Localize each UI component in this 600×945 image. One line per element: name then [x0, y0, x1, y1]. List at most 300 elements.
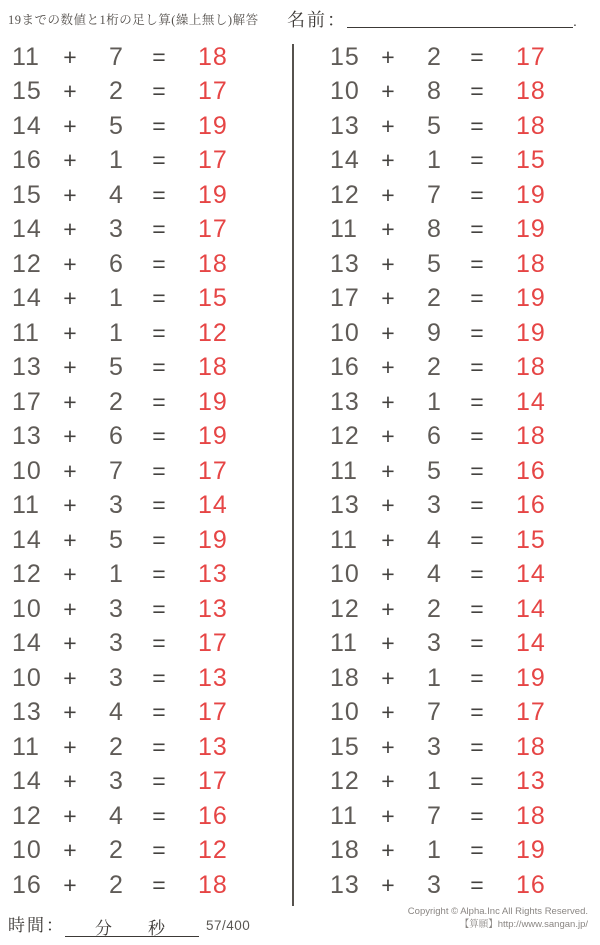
operand-b: 8 [427, 77, 441, 106]
operand-b: 8 [427, 215, 441, 244]
operand-b: 3 [427, 629, 441, 658]
problem-row [12, 385, 264, 420]
answer-value: 17 [516, 698, 546, 727]
problem-row [330, 213, 582, 248]
operand-b: 3 [109, 663, 123, 692]
answer-value: 19 [198, 387, 228, 416]
name-label: 名前： [287, 10, 347, 30]
problem-row [12, 420, 264, 455]
operand-a: 12 [330, 180, 360, 209]
operand-b: 3 [109, 767, 123, 796]
operand-a: 15 [330, 42, 360, 71]
operand-a: 13 [330, 111, 360, 140]
operand-b: 4 [427, 560, 441, 589]
problem-row [330, 765, 582, 800]
answer-value: 19 [198, 111, 228, 140]
problem-row [12, 765, 264, 800]
equals-sign: = [470, 733, 484, 760]
operand-b: 5 [109, 525, 123, 554]
plus-operator: + [63, 837, 77, 864]
problem-row [12, 489, 264, 524]
problem-row [330, 627, 582, 662]
time-row [8, 911, 199, 937]
problem-row [330, 489, 582, 524]
answer-value: 17 [198, 146, 228, 175]
operand-b: 5 [427, 249, 441, 278]
answer-value: 18 [516, 732, 546, 761]
problem-column-right [330, 40, 582, 903]
operand-b: 2 [109, 387, 123, 416]
problem-row [12, 109, 264, 144]
answer-value: 16 [516, 456, 546, 485]
plus-operator: + [381, 871, 395, 898]
problem-row [330, 730, 582, 765]
operand-a: 16 [330, 353, 360, 382]
operand-b: 6 [427, 422, 441, 451]
operand-a: 11 [330, 215, 358, 244]
equals-sign: = [470, 78, 484, 105]
answer-value: 18 [516, 111, 546, 140]
problem-row [12, 247, 264, 282]
worksheet-header [0, 0, 600, 40]
operand-a: 15 [12, 77, 42, 106]
plus-operator: + [381, 181, 395, 208]
answer-value: 15 [516, 525, 546, 554]
operand-a: 13 [330, 249, 360, 278]
equals-sign: = [152, 664, 166, 691]
operand-b: 1 [109, 284, 123, 313]
plus-operator: + [63, 43, 77, 70]
answer-value: 18 [516, 77, 546, 106]
equals-sign: = [470, 492, 484, 519]
operand-a: 11 [330, 801, 358, 830]
plus-operator: + [381, 354, 395, 381]
answer-value: 19 [516, 284, 546, 313]
operand-b: 1 [427, 767, 441, 796]
problem-row [12, 661, 264, 696]
problem-row [330, 592, 582, 627]
answer-value: 15 [516, 146, 546, 175]
plus-operator: + [63, 802, 77, 829]
operand-a: 12 [12, 249, 42, 278]
operand-b: 2 [427, 594, 441, 623]
operand-b: 5 [427, 456, 441, 485]
plus-operator: + [381, 78, 395, 105]
name-block [287, 6, 577, 32]
operand-a: 18 [330, 836, 360, 865]
equals-sign: = [470, 768, 484, 795]
equals-sign: = [152, 492, 166, 519]
problem-row [12, 868, 264, 903]
plus-operator: + [381, 43, 395, 70]
plus-operator: + [63, 664, 77, 691]
operand-a: 18 [330, 663, 360, 692]
plus-operator: + [381, 457, 395, 484]
operand-a: 13 [330, 387, 360, 416]
equals-sign: = [152, 216, 166, 243]
plus-operator: + [63, 216, 77, 243]
equals-sign: = [152, 112, 166, 139]
equals-sign: = [152, 699, 166, 726]
problem-row [330, 696, 582, 731]
answer-value: 18 [516, 249, 546, 278]
plus-operator: + [381, 699, 395, 726]
problem-row [330, 178, 582, 213]
name-fill-in-line [347, 7, 573, 28]
answer-value: 18 [198, 249, 228, 278]
operand-b: 2 [427, 284, 441, 313]
operand-b: 2 [109, 732, 123, 761]
operand-a: 12 [330, 594, 360, 623]
operand-b: 4 [109, 698, 123, 727]
equals-sign: = [470, 285, 484, 312]
operand-b: 3 [109, 629, 123, 658]
seconds-label: 秒 [148, 919, 165, 938]
answer-value: 16 [516, 491, 546, 520]
answer-value: 18 [198, 870, 228, 899]
problem-row [330, 661, 582, 696]
problem-row [330, 40, 582, 75]
problem-row [12, 316, 264, 351]
problem-row [12, 144, 264, 179]
operand-b: 4 [427, 525, 441, 554]
answer-value: 13 [198, 663, 228, 692]
problem-row [12, 730, 264, 765]
problem-row [12, 75, 264, 110]
operand-a: 11 [330, 525, 358, 554]
problem-row [12, 178, 264, 213]
operand-b: 3 [427, 491, 441, 520]
answer-value: 14 [516, 560, 546, 589]
answer-value: 19 [516, 215, 546, 244]
operand-b: 2 [109, 836, 123, 865]
equals-sign: = [152, 319, 166, 346]
answer-value: 18 [516, 801, 546, 830]
equals-sign: = [152, 595, 166, 622]
copyright-block [408, 906, 588, 931]
operand-b: 3 [109, 215, 123, 244]
equals-sign: = [152, 871, 166, 898]
plus-operator: + [381, 285, 395, 312]
problem-row [330, 351, 582, 386]
problem-row [330, 868, 582, 903]
problem-row [12, 834, 264, 869]
problem-row [12, 558, 264, 593]
answer-value: 18 [516, 422, 546, 451]
equals-sign: = [152, 354, 166, 381]
plus-operator: + [63, 733, 77, 760]
equals-sign: = [470, 526, 484, 553]
problem-row [12, 627, 264, 662]
operand-a: 11 [12, 42, 40, 71]
answer-value: 18 [516, 353, 546, 382]
operand-b: 5 [109, 111, 123, 140]
operand-b: 4 [109, 180, 123, 209]
equals-sign: = [470, 216, 484, 243]
answer-value: 17 [198, 767, 228, 796]
plus-operator: + [63, 423, 77, 450]
answer-value: 18 [198, 353, 228, 382]
operand-b: 3 [109, 491, 123, 520]
problem-row [12, 454, 264, 489]
plus-operator: + [381, 423, 395, 450]
equals-sign: = [152, 181, 166, 208]
equals-sign: = [152, 457, 166, 484]
operand-b: 1 [427, 146, 441, 175]
problem-row [330, 144, 582, 179]
operand-a: 12 [330, 422, 360, 451]
plus-operator: + [381, 802, 395, 829]
plus-operator: + [63, 768, 77, 795]
operand-b: 7 [427, 801, 441, 830]
equals-sign: = [152, 561, 166, 588]
plus-operator: + [381, 526, 395, 553]
equals-sign: = [470, 250, 484, 277]
equals-sign: = [470, 699, 484, 726]
copyright-line2: 【算願】http://www.sangan.jp/ [459, 918, 588, 930]
operand-b: 3 [109, 594, 123, 623]
operand-a: 10 [12, 836, 42, 865]
answer-value: 13 [198, 594, 228, 623]
answer-value: 16 [198, 801, 228, 830]
operand-a: 10 [330, 698, 360, 727]
equals-sign: = [470, 630, 484, 657]
plus-operator: + [63, 457, 77, 484]
operand-a: 12 [330, 767, 360, 796]
answer-value: 17 [198, 215, 228, 244]
operand-a: 17 [330, 284, 360, 313]
plus-operator: + [63, 250, 77, 277]
plus-operator: + [381, 112, 395, 139]
operand-b: 2 [109, 77, 123, 106]
problem-row [12, 40, 264, 75]
operand-b: 2 [427, 353, 441, 382]
problem-row [330, 109, 582, 144]
operand-a: 14 [12, 629, 42, 658]
operand-a: 17 [12, 387, 42, 416]
answer-value: 19 [516, 836, 546, 865]
plus-operator: + [381, 319, 395, 346]
plus-operator: + [381, 664, 395, 691]
time-fill-in-line [65, 914, 199, 937]
plus-operator: + [381, 388, 395, 415]
plus-operator: + [381, 768, 395, 795]
plus-operator: + [63, 285, 77, 312]
operand-a: 14 [12, 767, 42, 796]
operand-b: 7 [109, 456, 123, 485]
time-label: 時間： [8, 916, 65, 935]
equals-sign: = [470, 561, 484, 588]
plus-operator: + [381, 250, 395, 277]
answer-value: 19 [198, 422, 228, 451]
equals-sign: = [470, 457, 484, 484]
equals-sign: = [470, 871, 484, 898]
problem-row [330, 75, 582, 110]
answer-value: 17 [516, 42, 546, 71]
equals-sign: = [470, 802, 484, 829]
operand-a: 11 [330, 456, 358, 485]
operand-b: 1 [109, 318, 123, 347]
problem-row [330, 420, 582, 455]
problem-row [330, 282, 582, 317]
equals-sign: = [152, 285, 166, 312]
plus-operator: + [381, 733, 395, 760]
operand-a: 14 [330, 146, 360, 175]
operand-a: 15 [330, 732, 360, 761]
equals-sign: = [152, 837, 166, 864]
operand-b: 1 [427, 663, 441, 692]
problem-row [330, 523, 582, 558]
answer-value: 17 [198, 629, 228, 658]
plus-operator: + [63, 319, 77, 346]
operand-a: 10 [12, 663, 42, 692]
plus-operator: + [63, 354, 77, 381]
answer-value: 14 [516, 387, 546, 416]
answer-value: 19 [198, 180, 228, 209]
problem-row [330, 558, 582, 593]
equals-sign: = [470, 837, 484, 864]
operand-a: 14 [12, 111, 42, 140]
name-line-period: . [573, 13, 577, 29]
operand-b: 9 [427, 318, 441, 347]
answer-value: 19 [516, 663, 546, 692]
equals-sign: = [152, 43, 166, 70]
operand-a: 16 [12, 146, 42, 175]
problem-row [12, 592, 264, 627]
plus-operator: + [63, 181, 77, 208]
answer-value: 17 [198, 77, 228, 106]
operand-a: 10 [330, 77, 360, 106]
operand-b: 2 [109, 870, 123, 899]
operand-b: 7 [427, 698, 441, 727]
plus-operator: + [381, 837, 395, 864]
plus-operator: + [381, 492, 395, 519]
problem-row [330, 799, 582, 834]
plus-operator: + [63, 492, 77, 519]
operand-a: 13 [330, 491, 360, 520]
minutes-label: 分 [95, 919, 112, 938]
plus-operator: + [381, 595, 395, 622]
operand-b: 3 [427, 870, 441, 899]
equals-sign: = [470, 595, 484, 622]
problem-row [12, 799, 264, 834]
answer-value: 15 [198, 284, 228, 313]
answer-value: 18 [198, 42, 228, 71]
problem-row [330, 454, 582, 489]
operand-a: 11 [12, 491, 40, 520]
plus-operator: + [63, 630, 77, 657]
equals-sign: = [470, 43, 484, 70]
problem-row [12, 282, 264, 317]
column-divider-line [292, 44, 294, 906]
equals-sign: = [152, 802, 166, 829]
problem-row [330, 247, 582, 282]
plus-operator: + [63, 78, 77, 105]
operand-b: 1 [427, 387, 441, 416]
equals-sign: = [152, 147, 166, 174]
worksheet-footer [0, 903, 600, 945]
problem-row [12, 213, 264, 248]
operand-b: 3 [427, 732, 441, 761]
operand-a: 14 [12, 525, 42, 554]
answer-value: 14 [516, 594, 546, 623]
operand-b: 5 [109, 353, 123, 382]
equals-sign: = [470, 319, 484, 346]
equals-sign: = [152, 630, 166, 657]
equals-sign: = [470, 388, 484, 415]
answer-value: 13 [198, 560, 228, 589]
plus-operator: + [63, 699, 77, 726]
equals-sign: = [152, 78, 166, 105]
operand-a: 12 [12, 801, 42, 830]
operand-a: 10 [12, 456, 42, 485]
operand-a: 13 [12, 422, 42, 451]
plus-operator: + [63, 388, 77, 415]
equals-sign: = [152, 250, 166, 277]
operand-a: 11 [330, 629, 358, 658]
equals-sign: = [152, 423, 166, 450]
operand-b: 1 [427, 836, 441, 865]
equals-sign: = [152, 526, 166, 553]
operand-b: 7 [109, 42, 123, 71]
equals-sign: = [152, 733, 166, 760]
operand-a: 11 [12, 318, 40, 347]
operand-a: 10 [330, 318, 360, 347]
equals-sign: = [470, 354, 484, 381]
equals-sign: = [470, 112, 484, 139]
answer-value: 12 [198, 836, 228, 865]
equals-sign: = [470, 423, 484, 450]
answer-value: 19 [198, 525, 228, 554]
plus-operator: + [63, 112, 77, 139]
operand-b: 4 [109, 801, 123, 830]
operand-a: 16 [12, 870, 42, 899]
operand-a: 10 [12, 594, 42, 623]
problem-row [330, 834, 582, 869]
equals-sign: = [470, 147, 484, 174]
problem-row [330, 385, 582, 420]
plus-operator: + [381, 147, 395, 174]
plus-operator: + [381, 216, 395, 243]
operand-b: 1 [109, 560, 123, 589]
operand-b: 2 [427, 42, 441, 71]
equals-sign: = [152, 388, 166, 415]
operand-a: 15 [12, 180, 42, 209]
worksheet-title: 19までの数値と1桁の足し算(繰上無し)解答 [8, 13, 259, 27]
plus-operator: + [63, 595, 77, 622]
plus-operator: + [63, 561, 77, 588]
operand-a: 11 [12, 732, 40, 761]
answer-value: 12 [198, 318, 228, 347]
operand-a: 13 [330, 870, 360, 899]
operand-a: 14 [12, 284, 42, 313]
equals-sign: = [152, 768, 166, 795]
operand-a: 10 [330, 560, 360, 589]
operand-a: 14 [12, 215, 42, 244]
operand-b: 6 [109, 249, 123, 278]
page-number: 57/400 [206, 918, 251, 933]
answer-value: 17 [198, 456, 228, 485]
answer-value: 13 [516, 767, 546, 796]
equals-sign: = [470, 181, 484, 208]
operand-b: 5 [427, 111, 441, 140]
plus-operator: + [63, 147, 77, 174]
plus-operator: + [63, 871, 77, 898]
problem-row [12, 351, 264, 386]
answer-value: 14 [516, 629, 546, 658]
plus-operator: + [63, 526, 77, 553]
answer-value: 19 [516, 180, 546, 209]
